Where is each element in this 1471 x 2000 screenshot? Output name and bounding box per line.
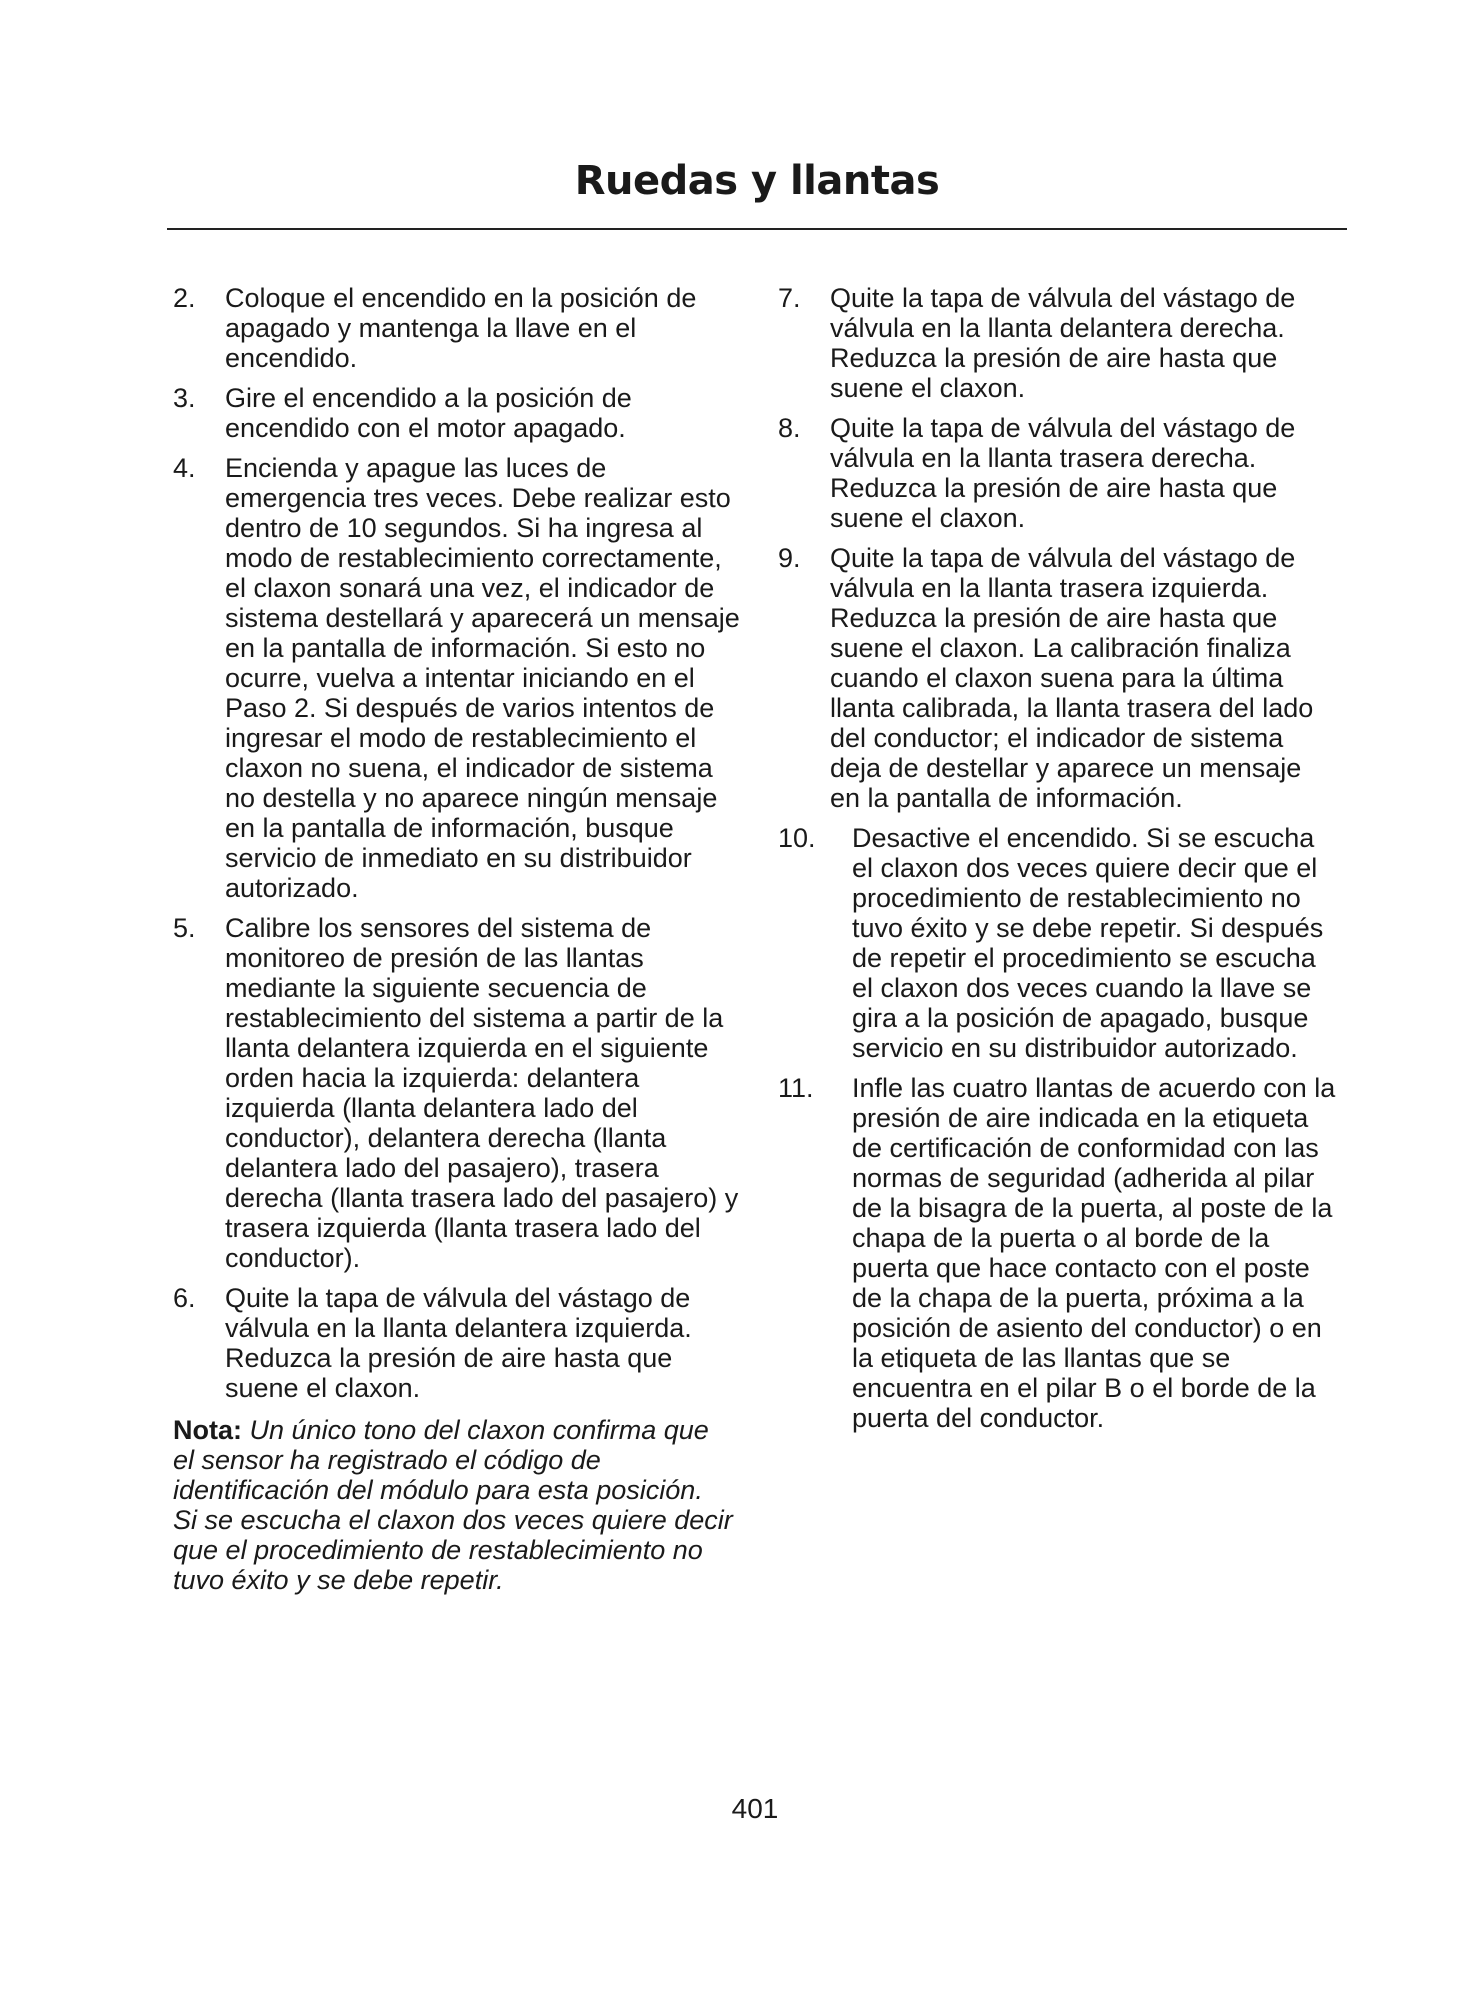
step-4 <box>173 453 743 903</box>
step-text: Encienda y apague las luces de emergencia tres veces. Debe realizar esto dentro de 10 segundos. Si ha ingresa al modo de restablecimiento correctamente, el claxon sonará una vez, el indicador de sistema destellará y aparecerá un mensaje en la pantalla de información. Si esto no ocurre, vuelva a intentar iniciando en el Paso 2. Si después de varios intentos de ingresar el modo de restablecimiento el claxon no suena, el indicador de sistema no destella y no aparece ningún mensaje en la pantalla de información, busque servicio de inmediato en su distribuidor autorizado. <box>225 453 740 903</box>
note <box>173 1415 743 1595</box>
step-number: 2. <box>173 283 196 313</box>
step-text: Desactive el encendido. Si se escucha el claxon dos veces quiere decir que el procedimiento de restablecimiento no tuvo éxito y se debe repetir. Si después de repetir el procedimiento se escucha el claxon dos veces cuando la llave se gira a la posición de apagado, busque servicio en su distribuidor autorizado. <box>852 823 1324 1063</box>
step-10 <box>778 823 1338 1063</box>
step-text: Gire el encendido a la posición de encendido con el motor apagado. <box>225 383 632 443</box>
left-column <box>173 283 743 1595</box>
note-text: Un único tono del claxon confirma que el sensor ha registrado el código de identificación del módulo para esta posición. Si se escucha el claxon dos veces quiere decir que el procedimiento de restablecimiento no tuvo éxito y se debe repetir. <box>173 1415 733 1595</box>
step-text: Coloque el encendido en la posición de apagado y mantenga la llave en el encendido. <box>225 283 697 373</box>
step-6 <box>173 1283 743 1403</box>
step-number: 10. <box>778 823 816 853</box>
step-number: 11. <box>778 1073 814 1103</box>
step-text: Quite la tapa de válvula del vástago de válvula en la llanta trasera derecha. Reduzca la presión de aire hasta que suene el claxon. <box>830 413 1296 533</box>
step-3 <box>173 383 743 443</box>
page-number: 401 <box>731 1793 779 1824</box>
step-number: 5. <box>173 913 196 943</box>
step-text: Quite la tapa de válvula del vástago de válvula en la llanta delantera izquierda. Reduzca la presión de aire hasta que suene el claxon. <box>225 1283 692 1403</box>
step-text: Calibre los sensores del sistema de monitoreo de presión de las llantas mediante la siguiente secuencia de restablecimiento del sistema a partir de la llanta delantera izquierda en el siguiente orden hacia la izquierda: delantera izquierda (llanta delantera lado del conductor), delantera derecha (llanta delantera lado del pasajero), trasera derecha (llanta trasera lado del pasajero) y trasera izquierda (llanta trasera lado del conductor). <box>225 913 739 1273</box>
step-text: Quite la tapa de válvula del vástago de válvula en la llanta delantera derecha. Reduzca la presión de aire hasta que suene el claxon. <box>830 283 1296 403</box>
step-number: 7. <box>778 283 801 313</box>
note-label: Nota: <box>173 1415 242 1445</box>
step-9 <box>778 543 1338 813</box>
step-text: Infle las cuatro llantas de acuerdo con la presión de aire indicada en la etiqueta de certificación de conformidad con las normas de seguridad (adherida al pilar de la bisagra de la puerta, al poste de la chapa de la puerta o al borde de la puerta que hace contacto con el poste de la chapa de la puerta, próxima a la posición de asiento del conductor) o en la etiqueta de las llantas que se encuentra en el pilar B o el borde de la puerta del conductor. <box>852 1073 1336 1433</box>
step-11 <box>778 1073 1338 1433</box>
step-number: 6. <box>173 1283 196 1313</box>
step-2 <box>173 283 743 373</box>
step-number: 9. <box>778 543 801 573</box>
step-7 <box>778 283 1338 403</box>
step-text: Quite la tapa de válvula del vástago de válvula en la llanta trasera izquierda. Reduzca la presión de aire hasta que suene el claxon. La calibración finaliza cuando el claxon suena para la última llanta calibrada, la llanta trasera del lado del conductor; el indicador de sistema deja de destellar y aparece un mensaje en la pantalla de información. <box>830 543 1314 813</box>
step-8 <box>778 413 1338 533</box>
right-column <box>778 283 1338 1443</box>
title-divider <box>167 228 1347 230</box>
step-5 <box>173 913 743 1273</box>
step-number: 8. <box>778 413 801 443</box>
step-number: 4. <box>173 453 196 483</box>
page-title: Ruedas y llantas <box>574 158 940 204</box>
step-number: 3. <box>173 383 196 413</box>
